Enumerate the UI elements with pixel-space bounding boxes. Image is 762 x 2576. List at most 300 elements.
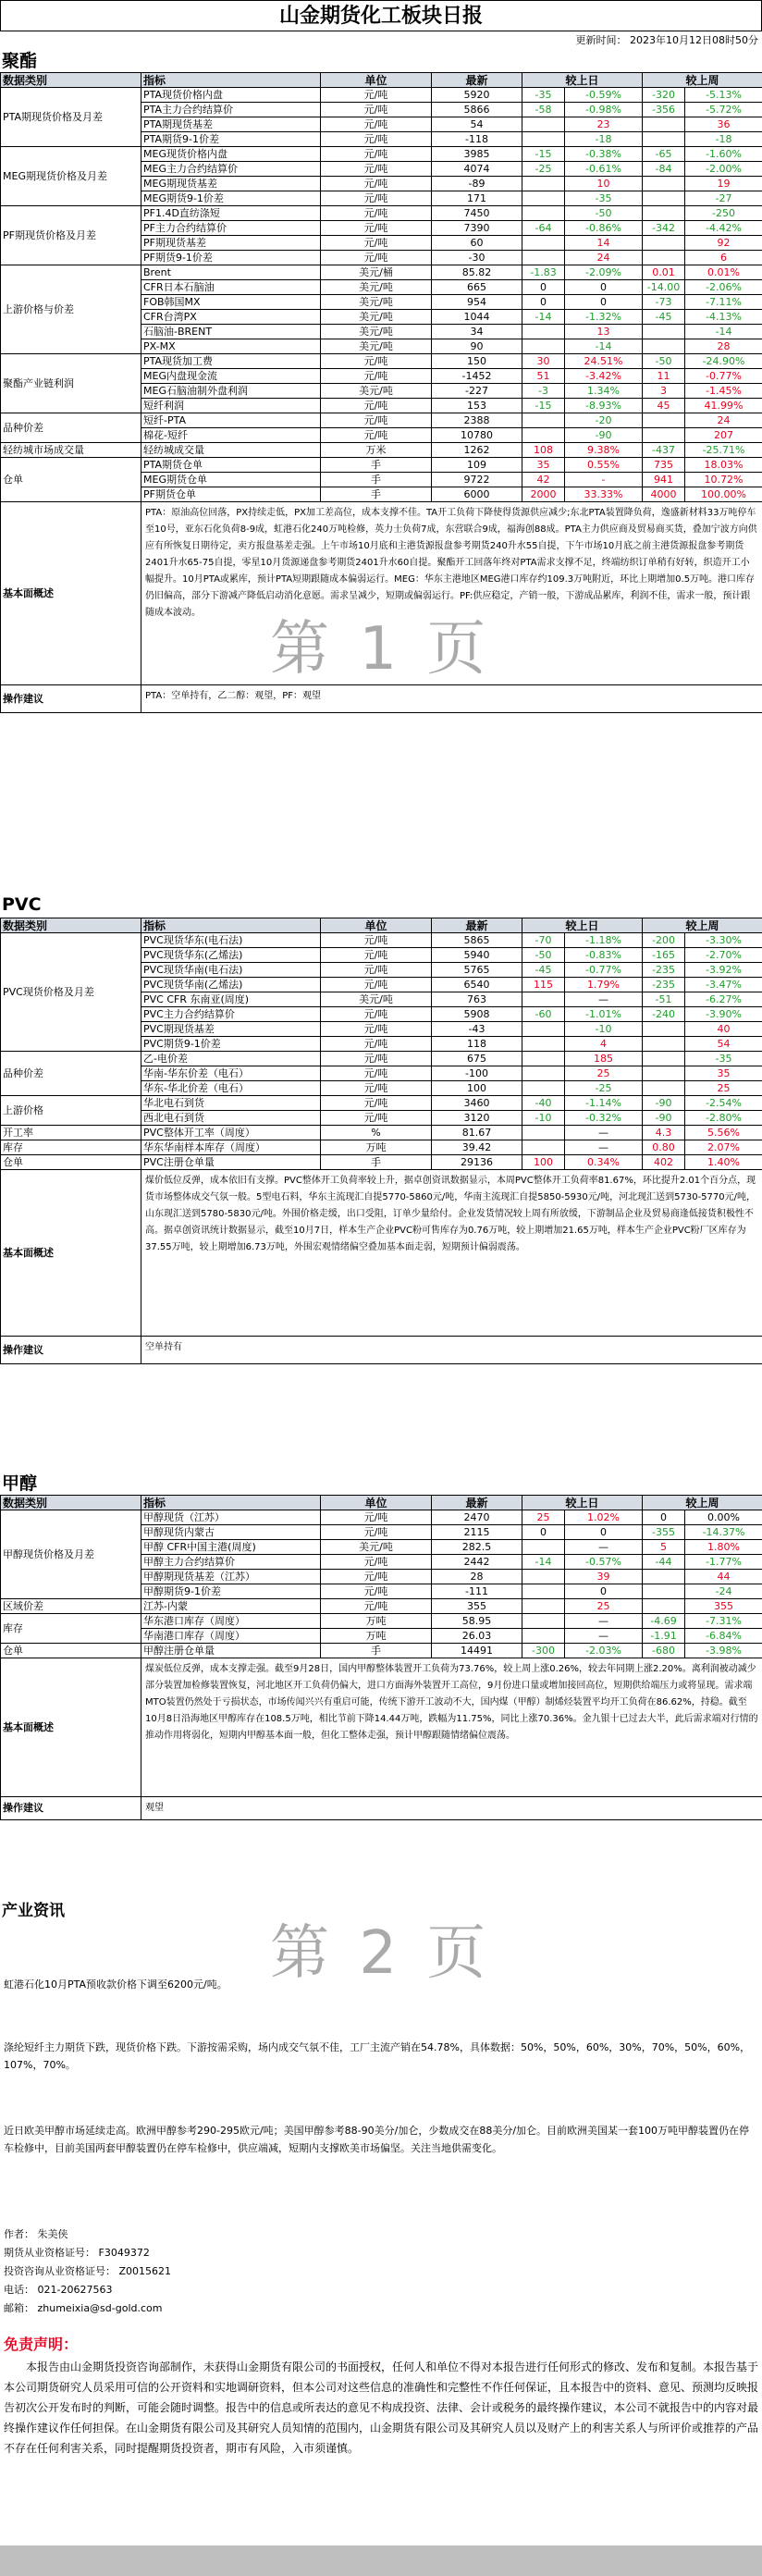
table-row [1, 1126, 762, 1140]
cell-week-change [643, 1584, 685, 1599]
cell-day-pct: 1.02% [565, 1510, 643, 1525]
cell-latest: 150 [432, 354, 522, 369]
cell-latest: 5865 [432, 933, 522, 948]
col-header-indicator: 指标 [141, 918, 321, 933]
cell-indicator: MEG内盘现金流 [141, 369, 321, 384]
cell-week-change [643, 413, 685, 428]
table-row [1, 933, 762, 948]
cell-week-change: 4.3 [643, 1126, 685, 1140]
cell-indicator: MEG现货价格内盘 [141, 147, 321, 162]
cell-week-change: 0 [643, 1510, 685, 1525]
cell-day-pct: — [565, 992, 643, 1007]
cell-indicator: 石脑油-BRENT [141, 325, 321, 339]
update-time: 更新时间： 2023年10月12日08时50分 [575, 34, 758, 46]
cell-week-change [643, 1599, 685, 1614]
cell-unit: 元/吨 [321, 354, 432, 369]
cell-indicator: PF1.4D直纺涤短 [141, 206, 321, 221]
cell-week-change: -356 [643, 103, 685, 117]
cell-day-pct: 14 [565, 236, 643, 251]
cell-latest: 5920 [432, 88, 522, 103]
cell-day-change [522, 177, 565, 191]
cell-day-change [522, 1599, 565, 1614]
cell-day-pct: 0 [565, 1584, 643, 1599]
cell-unit: 元/吨 [321, 1555, 432, 1570]
table-row [1, 1170, 762, 1337]
cell-day-pct: 1.79% [565, 978, 643, 992]
section-title-meoh: 甲醇 [2, 1473, 38, 1494]
cell-day-change: -64 [522, 221, 565, 236]
cell-week-pct: 54 [685, 1037, 762, 1052]
cell-unit: 元/吨 [321, 978, 432, 992]
cell-indicator: 甲醇 CFR中国主港(周度) [141, 1540, 321, 1555]
cell-indicator: PTA期货9-1价差 [141, 132, 321, 147]
cell-unit: 万吨 [321, 1140, 432, 1155]
cell-week-pct: 355 [685, 1599, 762, 1614]
pvc-basic-text: 煤价低位反弹，成本依旧有支撑。PVC整体开工负荷率较上升，据卓创资讯数据显示，本周PVC整体开工负荷率81.67%，环比提升2.01个百分点，现货市场整体成交气氛一般。5型电石料，华东主流现汇自提5770-5860元/吨，华南主流现汇自提5850-5930元/吨，河北现汇送到5730-5770元/吨，山东现汇送到5780-5830元/吨。外围价格走缓，出口受阻，订单少量给付。企业发货情况较上周有所放缓，下游制品企业及贸易商逢低接货积极性不高。据卓创资讯统计数据显示，截至10月7日，样本生产企业PVC粉可售库存为0.76万吨，较上期增加21.65万吨，样本生产企业PVC粉厂区库存为37.55万吨，较上期增加6.73万吨，外围宏观情绪偏空叠加基本面走弱，短期预计偏弱震荡。 [141, 1170, 762, 1337]
cell-week-change: -44 [643, 1555, 685, 1570]
cell-day-pct: 10 [565, 177, 643, 191]
cell-week-pct: -1.60% [685, 147, 762, 162]
pvc-table [0, 918, 762, 1364]
cell-unit: 美元/桶 [321, 265, 432, 280]
cell-day-change [522, 992, 565, 1007]
cell-indicator: CFR台湾PX [141, 310, 321, 325]
cell-day-pct: — [565, 1629, 643, 1644]
cell-indicator: PVC期货9-1价差 [141, 1037, 321, 1052]
cell-day-change: -45 [522, 963, 565, 978]
table-row [1, 1510, 762, 1525]
cell-day-pct: -1.01% [565, 1007, 643, 1022]
cell-unit: 元/吨 [321, 103, 432, 117]
cell-day-change [522, 1037, 565, 1052]
row-category: 上游价格与价差 [1, 265, 141, 354]
cell-indicator: PTA主力合约结算价 [141, 103, 321, 117]
contact-futures-license: 期货从业资格证号： F3049372 [4, 2247, 150, 2259]
cell-day-pct: 4 [565, 1037, 643, 1052]
col-header-unit: 单位 [321, 1496, 432, 1510]
cell-week-pct: -6.27% [685, 992, 762, 1007]
cell-day-pct: -1.18% [565, 933, 643, 948]
cell-day-pct: -0.57% [565, 1555, 643, 1570]
cell-week-change: -1.91 [643, 1629, 685, 1644]
cell-latest: 4074 [432, 162, 522, 177]
cell-unit: 美元/吨 [321, 384, 432, 399]
cell-indicator: MEG期现货基差 [141, 177, 321, 191]
cell-day-change: 2000 [522, 487, 565, 502]
cell-week-change [643, 428, 685, 443]
table-header-row [1, 73, 762, 88]
table-row [1, 1155, 762, 1170]
cell-indicator: 华北电石到货 [141, 1096, 321, 1111]
cell-day-pct: -35 [565, 191, 643, 206]
cell-indicator: 华东港口库存（周度） [141, 1614, 321, 1629]
cell-week-pct: 25 [685, 1081, 762, 1096]
cell-week-pct: 207 [685, 428, 762, 443]
cell-day-change: 100 [522, 1155, 565, 1170]
cell-week-pct: -3.90% [685, 1007, 762, 1022]
row-category: 操作建议 [1, 1797, 141, 1820]
cell-week-change: -14.00 [643, 280, 685, 295]
cell-indicator: 甲醇期现货基差（江苏） [141, 1570, 321, 1584]
cell-week-pct: -27 [685, 191, 762, 206]
cell-day-pct: -0.77% [565, 963, 643, 978]
cell-week-pct: 0.00% [685, 1510, 762, 1525]
cell-day-pct: — [565, 1540, 643, 1555]
cell-week-change [643, 1081, 685, 1096]
cell-day-pct: — [565, 1140, 643, 1155]
cell-week-change: 941 [643, 473, 685, 487]
cell-indicator: 甲醇现货（江苏） [141, 1510, 321, 1525]
col-header-indicator: 指标 [141, 73, 321, 88]
cell-indicator: 甲醇主力合约结算价 [141, 1555, 321, 1570]
cell-week-pct: 6 [685, 251, 762, 265]
cell-unit: 万米 [321, 443, 432, 458]
cell-week-pct: -18 [685, 132, 762, 147]
news-item-3: 近日欧美甲醇市场延续走高。欧洲甲醇参考290-295欧元/吨；美国甲醇参考88-90美分/加仑，少数成交在88美分/加仑。目前欧洲美国某一套100万吨甲醇装置仍在停车检修中，目前美国两套甲醇装置仍在停车检修中，供应端减，短期内支撑欧美市场偏坚。关注当地供需变化。 [4, 2125, 750, 2154]
cell-day-change [522, 191, 565, 206]
cell-indicator: 华东-华北价差（电石） [141, 1081, 321, 1096]
cell-week-change: -200 [643, 933, 685, 948]
cell-unit: 元/吨 [321, 1052, 432, 1066]
cell-unit: 元/吨 [321, 948, 432, 963]
cell-latest: 5908 [432, 1007, 522, 1022]
cell-unit: 美元/吨 [321, 339, 432, 354]
page-footer-bar [0, 2545, 762, 2576]
cell-unit: 元/吨 [321, 933, 432, 948]
table-row [1, 1052, 762, 1066]
cell-week-change: -235 [643, 978, 685, 992]
cell-day-pct: -2.03% [565, 1644, 643, 1658]
disclaimer-title: 免责声明： [4, 2336, 79, 2353]
cell-day-change [522, 1066, 565, 1081]
cell-unit: 元/吨 [321, 1525, 432, 1540]
cell-unit: 元/吨 [321, 1584, 432, 1599]
cell-week-pct: -1.45% [685, 384, 762, 399]
cell-day-pct: -0.32% [565, 1111, 643, 1126]
cell-week-pct: -3.98% [685, 1644, 762, 1658]
cell-week-change: -680 [643, 1644, 685, 1658]
cell-week-pct: 41.99% [685, 399, 762, 413]
cell-latest: 26.03 [432, 1629, 522, 1644]
cell-day-pct: -0.86% [565, 221, 643, 236]
cell-latest: 14491 [432, 1644, 522, 1658]
cell-week-change [643, 1037, 685, 1052]
cell-week-pct: -7.11% [685, 295, 762, 310]
cell-indicator: MEG期货9-1价差 [141, 191, 321, 206]
cell-week-change: 4000 [643, 487, 685, 502]
cell-week-change: -45 [643, 310, 685, 325]
cell-unit: 元/吨 [321, 413, 432, 428]
cell-week-pct: -3.47% [685, 978, 762, 992]
cell-day-change: -3 [522, 384, 565, 399]
cell-unit: 手 [321, 458, 432, 473]
cell-unit: 美元/吨 [321, 295, 432, 310]
cell-day-change [522, 1629, 565, 1644]
cell-week-change [643, 1066, 685, 1081]
cell-day-pct: -3.42% [565, 369, 643, 384]
cell-day-pct: 25 [565, 1066, 643, 1081]
col-header-unit: 单位 [321, 73, 432, 88]
cell-day-pct: 185 [565, 1052, 643, 1066]
cell-unit: 美元/吨 [321, 325, 432, 339]
cell-day-change [522, 1614, 565, 1629]
cell-day-change: 115 [522, 978, 565, 992]
col-header-category: 数据类别 [1, 73, 141, 88]
pvc-advice-text: 空单持有 [141, 1337, 762, 1364]
cell-latest: -30 [432, 251, 522, 265]
cell-day-change: -15 [522, 147, 565, 162]
cell-unit: 元/吨 [321, 963, 432, 978]
cell-day-pct: 24.51% [565, 354, 643, 369]
cell-latest: 665 [432, 280, 522, 295]
cell-week-pct: 18.03% [685, 458, 762, 473]
col-header-latest: 最新 [432, 1496, 522, 1510]
cell-unit: 元/吨 [321, 162, 432, 177]
cell-day-change: -14 [522, 310, 565, 325]
cell-week-change: -90 [643, 1111, 685, 1126]
cell-day-change: 0 [522, 280, 565, 295]
cell-day-pct: -0.61% [565, 162, 643, 177]
cell-day-change [522, 1081, 565, 1096]
cell-unit: % [321, 1126, 432, 1140]
cell-latest: 6000 [432, 487, 522, 502]
cell-latest: 2388 [432, 413, 522, 428]
cell-day-pct: — [565, 1614, 643, 1629]
cell-unit: 美元/吨 [321, 1540, 432, 1555]
cell-latest: -89 [432, 177, 522, 191]
cell-day-change: -58 [522, 103, 565, 117]
cell-latest: 3985 [432, 147, 522, 162]
cell-week-change [643, 191, 685, 206]
meoh-table [0, 1495, 762, 1820]
cell-week-change: -355 [643, 1525, 685, 1540]
cell-latest: 5765 [432, 963, 522, 978]
cell-latest: 954 [432, 295, 522, 310]
cell-latest: 1262 [432, 443, 522, 458]
contact-phone: 电话： 021-20627563 [4, 2284, 113, 2296]
cell-day-pct: 39 [565, 1570, 643, 1584]
cell-day-pct: -18 [565, 132, 643, 147]
col-header-prev-day: 较上日 [522, 918, 643, 933]
cell-week-change [643, 236, 685, 251]
cell-day-pct: -90 [565, 428, 643, 443]
cell-day-pct: 0 [565, 280, 643, 295]
cell-unit: 元/吨 [321, 1510, 432, 1525]
cell-week-pct: 92 [685, 236, 762, 251]
cell-latest: 763 [432, 992, 522, 1007]
cell-day-change: -40 [522, 1096, 565, 1111]
cell-day-change: -10 [522, 1111, 565, 1126]
cell-week-pct: -35 [685, 1052, 762, 1066]
cell-week-change: -73 [643, 295, 685, 310]
cell-indicator: PVC整体开工率（周度） [141, 1126, 321, 1140]
table-row [1, 354, 762, 369]
pta-basic-text: PTA：原油高位回落，PX持续走低，PX加工差高位，成本支撑不佳。TA开工负荷下降使得货源供应减少;东北PTA装置降负荷，逸盛新材料33万吨停车至10号，亚东石化负荷8-9成，虹港石化240万吨检修，英力士负荷7成，东营联合9成，福海创88成。PTA主力供应商及贸易商买货，叠加宁波方向供应有所恢复日期待定，卖方报盘基差走强。上午市场10月底和主港货源报盘参考期货240升水55自提，下午市场10月底之前主港货源报盘参考期货2401升水65-75自提，零星10月货源递盘参考期货2401升水60自提。聚酯开工回落年终对PTA需求支撑不足，终端纺织订单稍有好转，织造开工小幅提升。10月PTA或累库，预计PTA短期跟随成本偏弱运行。MEG：华东主港地区MEG港口库存约109.3万吨附近，环比上期增加0.5万吨。港口库存仍旧偏高，部分下游减产降低启动消化意愿。需求呈减少，短期或偏弱运行。PF:供应稳定，产销一般，下游成品累库，利润不佳，需求一般，预计跟随成本波动。 [141, 502, 762, 685]
cell-indicator: Brent [141, 265, 321, 280]
cell-day-change [522, 1570, 565, 1584]
cell-week-pct: -7.31% [685, 1614, 762, 1629]
cell-week-change: -320 [643, 88, 685, 103]
cell-day-pct: — [565, 1126, 643, 1140]
cell-unit: 元/吨 [321, 369, 432, 384]
cell-day-change: -300 [522, 1644, 565, 1658]
section-title-pvc: PVC [2, 894, 42, 915]
cell-day-change [522, 1126, 565, 1140]
cell-day-change [522, 428, 565, 443]
cell-day-pct: 1.34% [565, 384, 643, 399]
cell-unit: 手 [321, 1155, 432, 1170]
cell-unit: 美元/吨 [321, 280, 432, 295]
cell-day-change: 0 [522, 295, 565, 310]
col-header-prev-week: 较上周 [643, 1496, 762, 1510]
cell-day-change: -15 [522, 399, 565, 413]
cell-indicator: PF期现货基差 [141, 236, 321, 251]
cell-indicator: 西北电石到货 [141, 1111, 321, 1126]
cell-week-pct: 28 [685, 339, 762, 354]
cell-week-change [643, 1570, 685, 1584]
cell-week-pct: -25.71% [685, 443, 762, 458]
cell-day-change: -25 [522, 162, 565, 177]
cell-week-change: -84 [643, 162, 685, 177]
cell-latest: 85.82 [432, 265, 522, 280]
cell-indicator: CFR日本石脑油 [141, 280, 321, 295]
cell-latest: 118 [432, 1037, 522, 1052]
cell-unit: 手 [321, 1644, 432, 1658]
table-row [1, 1096, 762, 1111]
col-header-category: 数据类别 [1, 918, 141, 933]
table-row [1, 1140, 762, 1155]
cell-day-pct: 0 [565, 1525, 643, 1540]
col-header-prev-day: 较上日 [522, 73, 643, 88]
cell-indicator: PVC现货华南(乙烯法) [141, 978, 321, 992]
cell-latest: 39.42 [432, 1140, 522, 1155]
cell-latest: 90 [432, 339, 522, 354]
table-row [1, 413, 762, 428]
row-category: 区域价差 [1, 1599, 141, 1614]
cell-latest: 2470 [432, 1510, 522, 1525]
cell-week-change: 5 [643, 1540, 685, 1555]
cell-latest: 282.5 [432, 1540, 522, 1555]
row-category: 上游价格 [1, 1096, 141, 1126]
cell-week-change: -165 [643, 948, 685, 963]
cell-indicator: 甲醇现货内蒙古 [141, 1525, 321, 1540]
cell-unit: 万吨 [321, 1614, 432, 1629]
cell-day-pct: -0.38% [565, 147, 643, 162]
cell-day-change: 42 [522, 473, 565, 487]
cell-indicator: PF主力合约结算价 [141, 221, 321, 236]
cell-week-pct: -4.13% [685, 310, 762, 325]
cell-indicator: PX-MX [141, 339, 321, 354]
row-category: 开工率 [1, 1126, 141, 1140]
cell-day-pct: 33.33% [565, 487, 643, 502]
cell-day-change: -1.83 [522, 265, 565, 280]
meoh-advice-text: 观望 [141, 1797, 762, 1820]
cell-week-pct: 5.56% [685, 1126, 762, 1140]
cell-unit: 元/吨 [321, 177, 432, 191]
cell-week-pct: -2.06% [685, 280, 762, 295]
cell-unit: 元/吨 [321, 1096, 432, 1111]
row-category: 库存 [1, 1140, 141, 1155]
contact-advisory-license: 投资咨询从业资格证号： Z0015621 [4, 2265, 172, 2277]
col-header-latest: 最新 [432, 73, 522, 88]
cell-day-change [522, 1022, 565, 1037]
cell-week-change: -4.69 [643, 1614, 685, 1629]
cell-latest: 2442 [432, 1555, 522, 1570]
cell-week-change [643, 1052, 685, 1066]
cell-day-change: -35 [522, 88, 565, 103]
cell-week-pct: -5.13% [685, 88, 762, 103]
row-category: 仓单 [1, 1155, 141, 1170]
page-watermark-2: 第 2 页 [270, 1919, 492, 1988]
cell-latest: 6540 [432, 978, 522, 992]
cell-week-pct: 44 [685, 1570, 762, 1584]
cell-indicator: MEG主力合约结算价 [141, 162, 321, 177]
row-category: 轻纺城市场成交量 [1, 443, 141, 458]
cell-week-pct: -24.90% [685, 354, 762, 369]
table-header-row [1, 918, 762, 933]
cell-indicator: 甲醇注册仓单量 [141, 1644, 321, 1658]
cell-week-change: -437 [643, 443, 685, 458]
cell-week-pct: 40 [685, 1022, 762, 1037]
cell-week-pct: 0.01% [685, 265, 762, 280]
cell-indicator: 短纤利润 [141, 399, 321, 413]
cell-week-change [643, 251, 685, 265]
cell-unit: 元/吨 [321, 147, 432, 162]
cell-week-pct: -5.72% [685, 103, 762, 117]
row-category: 品种价差 [1, 413, 141, 443]
cell-day-change [522, 1584, 565, 1599]
cell-week-change: 0.01 [643, 265, 685, 280]
cell-day-pct: -0.83% [565, 948, 643, 963]
cell-day-pct: 24 [565, 251, 643, 265]
page-watermark-1: 第 1 页 [270, 615, 492, 684]
section-title-news: 产业资讯 [2, 1902, 65, 1920]
table-row [1, 1644, 762, 1658]
col-header-prev-week: 较上周 [643, 73, 762, 88]
cell-indicator: PF期货9-1价差 [141, 251, 321, 265]
cell-week-change [643, 1022, 685, 1037]
cell-indicator: PF期货仓单 [141, 487, 321, 502]
cell-latest: 34 [432, 325, 522, 339]
table-row [1, 443, 762, 458]
cell-indicator: 乙-电价差 [141, 1052, 321, 1066]
cell-latest: 5940 [432, 948, 522, 963]
cell-unit: 美元/吨 [321, 310, 432, 325]
cell-unit: 万吨 [321, 1629, 432, 1644]
cell-indicator: PVC现货华东(乙烯法) [141, 948, 321, 963]
cell-day-change [522, 339, 565, 354]
cell-day-change: 30 [522, 354, 565, 369]
cell-day-pct: -0.98% [565, 103, 643, 117]
cell-unit: 元/吨 [321, 221, 432, 236]
pta-advice-text: PTA：空单持有，乙二醇：观望，PF：观望 [141, 685, 762, 713]
cell-unit: 元/吨 [321, 206, 432, 221]
cell-week-change: -240 [643, 1007, 685, 1022]
cell-indicator: MEG期货仓单 [141, 473, 321, 487]
meoh-basic-text: 煤炭低位反弹，成本支撑走强。截至9月28日，国内甲醇整体装置开工负荷为73.76%，较上周上涨0.26%，较去年同期上涨2.20%。离利润被动减少部分装置加检修装置恢复，河北地区开工负荷仍偏大，进口方面海外装置开工高位，9月份进口量或增加接回高位，短期供给端压力或将显现。需求端MTO装置仍然处于亏损状态，市场传闻兴兴有重启可能，传统下游开工波动不大，国内煤（甲醇）制烯烃装置平均开工负荷在86.62%，持稳。截至10月8日沿海地区甲醇库存在108.5万吨，相比节前下降14.44万吨，跌幅为11.75%，同比上涨70.36%。金九银十已过去大半，此后需求端对行情的推动作用将弱化，短期内甲醇基本面一般，但化工整体走强，预计甲醇跟随情绪偏位震荡。 [141, 1658, 762, 1797]
cell-day-pct: 9.38% [565, 443, 643, 458]
cell-week-pct: -1.77% [685, 1555, 762, 1570]
cell-week-change [643, 339, 685, 354]
row-category: 仓单 [1, 458, 141, 502]
cell-day-change: -14 [522, 1555, 565, 1570]
row-category: 聚酯产业链利润 [1, 354, 141, 413]
col-header-latest: 最新 [432, 918, 522, 933]
cell-unit: 元/吨 [321, 1599, 432, 1614]
cell-latest: 3120 [432, 1111, 522, 1126]
cell-day-change [522, 1052, 565, 1066]
cell-week-pct: -250 [685, 206, 762, 221]
